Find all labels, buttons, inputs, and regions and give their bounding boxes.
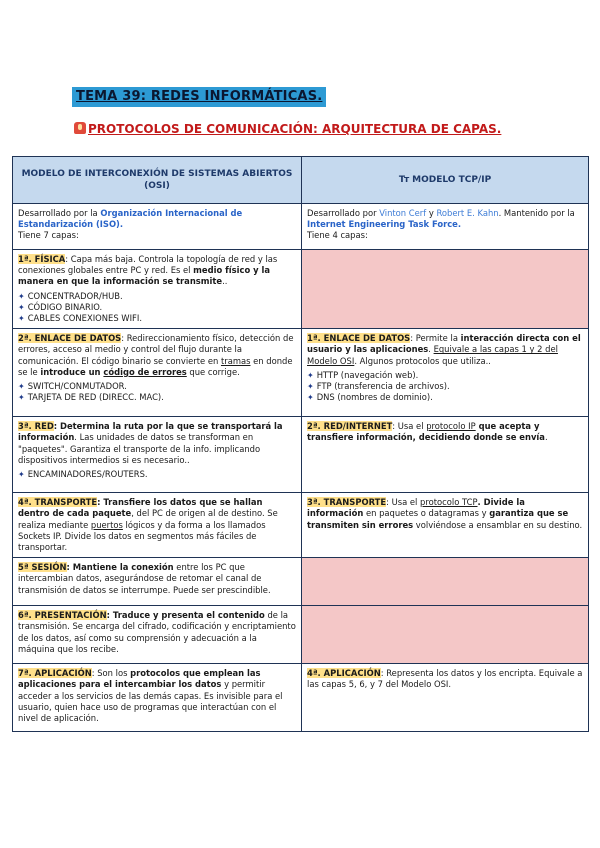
layer-row: [13, 329, 589, 417]
osi-layer-1: 1ª. FÍSICA: Capa más baja. Controla la topología de red y las conexiones globales entre PC y red. Es el medio físico y la manera en que la información se transmite.. ✦ CONCENTRADOR/HUB. ✦ CÓDIGO BINARIO. ✦ CABLES CONEXIONES WIFI.: [13, 250, 302, 329]
siren-icon: [74, 122, 86, 134]
osi-layer-7: 7ª. APLICACIÓN: Son los protocolos que emplean las aplicaciones para el intercambiar los datos y permitir acceder a los servicios de las demás capas. Es invisible para el usuario, quien hace uso de programas que interactúan con el nivel de aplicación.: [13, 664, 302, 732]
col-header-osi: MODELO DE INTERCONEXIÓN DE SISTEMAS ABIERTOS (OSI): [13, 157, 302, 204]
osi-intro: Desarrollado por la Organización Internacional de Estandarización (ISO). Tiene 7 capas:: [13, 204, 302, 250]
layer-row: [13, 250, 589, 329]
list-item: ✦ DNS (nombres de dominio).: [307, 392, 433, 403]
star-bullet-icon: ✦: [18, 382, 25, 392]
star-bullet-icon: ✦: [307, 370, 314, 380]
star-bullet-icon: ✦: [18, 314, 25, 324]
list-item: ✦ CABLES CONEXIONES WIFI.: [18, 313, 142, 324]
osi-layer-2: 2ª. ENLACE DE DATOS: Redireccionamiento físico, detección de errores, acceso al medio y control del flujo durante la comunicación. El código binario se convierte en tramas en donde se le introduce un código de errores que corrige. ✦ SWITCH/CONMUTADOR. ✦ TARJETA DE RED (DIRECC. MAC).: [13, 329, 302, 417]
osi-layer-4: 4ª. TRANSPORTE: Transfiere los datos que se hallan dentro de cada paquete, del PC de origen al de destino. Se realiza mediante puertos lógicos y da forma a los llamados Sockets IP. Divide los datos en segmentos más fáciles de transportar.: [13, 493, 302, 558]
star-bullet-icon: ✦: [18, 470, 25, 480]
star-bullet-icon: ✦: [307, 382, 314, 392]
star-bullet-icon: ✦: [18, 393, 25, 403]
tcp-empty-cell: [302, 250, 589, 329]
star-bullet-icon: ✦: [307, 393, 314, 403]
tcp-layer-3: 3ª. TRANSPORTE: Usa el protocolo TCP. Divide la información en paquetes o datagramas y garantiza que se transmiten sin errores volviéndose a ensamblar en su destino.: [302, 493, 589, 558]
tcp-empty-cell: [302, 606, 589, 664]
layer-row: [13, 493, 589, 558]
list-item: ✦ FTP (transferencia de archivos).: [307, 381, 450, 392]
layer-row: [13, 664, 589, 732]
comparison-table: [12, 156, 589, 732]
osi-layer-5: 5ª SESIÓN: Mantiene la conexión entre los PC que intercambian datos, asegurándose de retomar el canal de transmisión de datos se interrumpe. Puede ser prescindible.: [13, 558, 302, 606]
star-bullet-icon: ✦: [18, 291, 25, 301]
layer-row: [13, 606, 589, 664]
osi-layer-3: 3ª. RED: Determina la ruta por la que se transportará la información. Las unidades de datos se transforman en "paquetes". Garantiza el transporte de la info. implicando dispositivos intermedios si es necesario.. ✦ ENCAMINADORES/ROUTERS.: [13, 417, 302, 493]
section-subtitle: PROTOCOLOS DE COMUNICACIÓN: ARQUITECTURA DE CAPAS.: [74, 122, 501, 136]
tcp-layer-1: 1ª. ENLACE DE DATOS: Permite la interacción directa con el usuario y las aplicaciones. Equivale a las capas 1 y 2 del Modelo OSI. Algunos protocolos que utiliza.. ✦ HTTP (navegación web). ✦ FTP (transferencia de archivos). ✦ DNS (nombres de dominio).: [302, 329, 589, 417]
list-item: ✦ CONCENTRADOR/HUB.: [18, 290, 123, 301]
tcp-layer-2: 2ª. RED/INTERNET: Usa el protocolo IP que acepta y transfiere información, decidiendo donde se envía.: [302, 417, 589, 493]
star-bullet-icon: ✦: [18, 302, 25, 312]
intro-row: [13, 204, 589, 250]
col-header-tcp: Tт MODELO TCP/IP: [302, 157, 589, 204]
page-title: TEMA 39: REDES INFORMÁTICAS.: [72, 87, 326, 107]
text-type-icon: Tт: [398, 175, 409, 185]
list-item: ✦ CÓDIGO BINARIO.: [18, 301, 103, 312]
list-item: ✦ HTTP (navegación web).: [307, 369, 419, 380]
list-item: ✦ ENCAMINADORES/ROUTERS.: [18, 469, 148, 480]
osi-layer-6: 6ª. PRESENTACIÓN: Traduce y presenta el contenido de la transmisión. Se encarga del cifrado, codificación y encriptamiento de los datos, así como su comprensión y adecuación a la máquina que los recibe.: [13, 606, 302, 664]
list-item: ✦ SWITCH/CONMUTADOR.: [18, 381, 127, 392]
tcp-empty-cell: [302, 558, 589, 606]
layer-row: [13, 558, 589, 606]
tcp-layer-4: 4ª. APLICACIÓN: Representa los datos y los encripta. Equivale a las capas 5, 6, y 7 del Modelo OSI.: [302, 664, 589, 732]
layer-row: [13, 417, 589, 493]
tcp-intro: Desarrollado por Vinton Cerf y Robert E. Kahn. Mantenido por la Internet Engineering Task Force. Tiene 4 capas:: [302, 204, 589, 250]
list-item: ✦ TARJETA DE RED (DIRECC. MAC).: [18, 392, 164, 403]
table-header-row: [13, 157, 589, 204]
